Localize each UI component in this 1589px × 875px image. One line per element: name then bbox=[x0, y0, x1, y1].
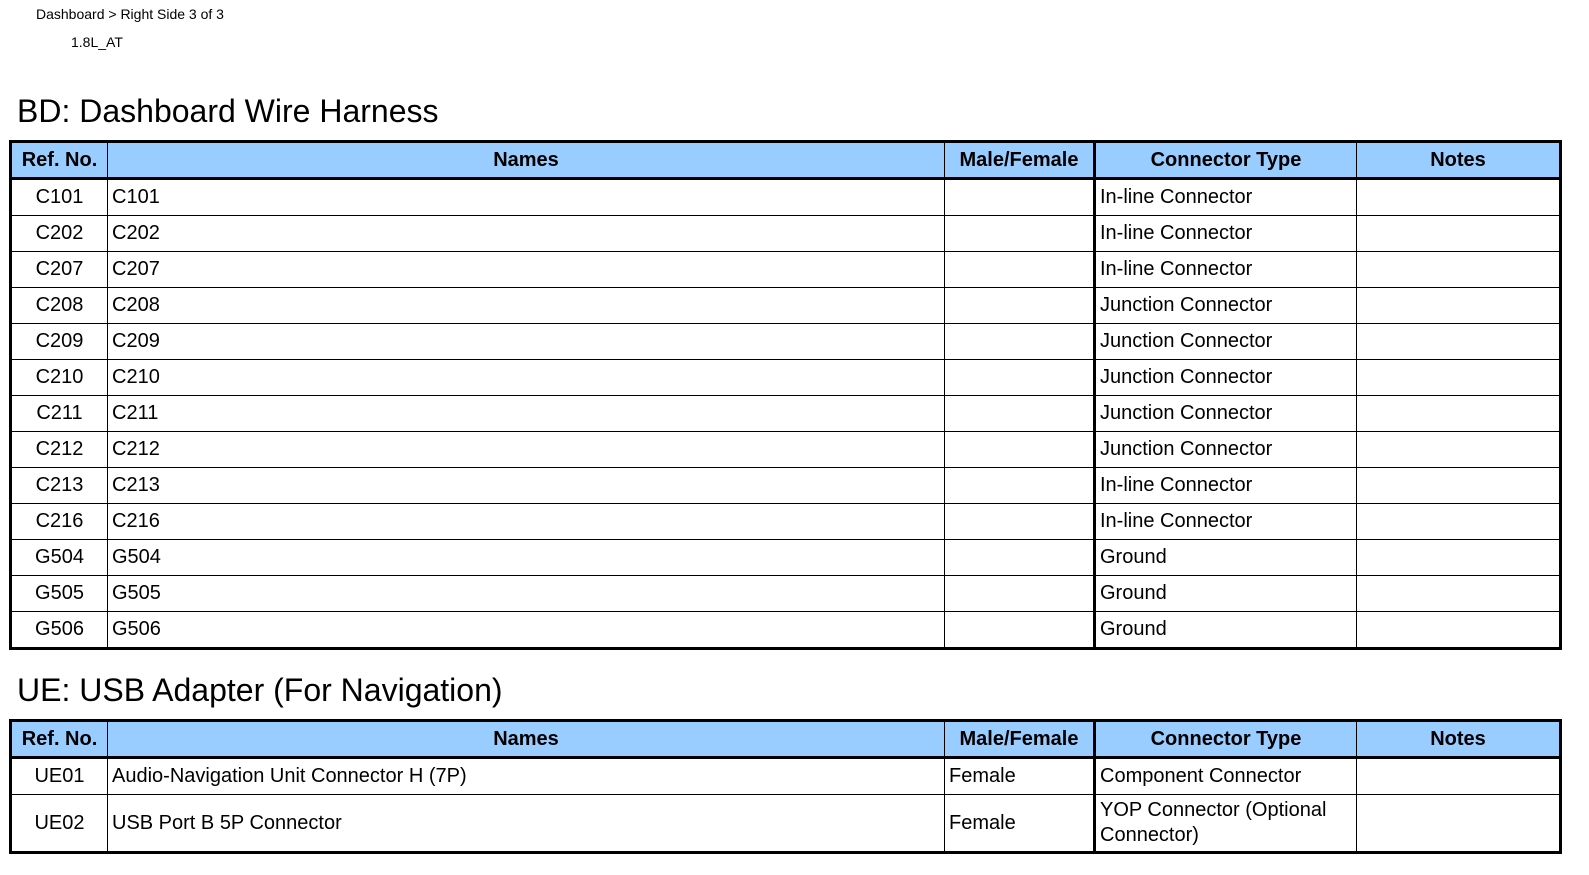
table-body-bd bbox=[11, 179, 1561, 649]
column-header-connector-type: Connector Type bbox=[1095, 721, 1357, 758]
cell-male-female bbox=[945, 324, 1095, 360]
cell-male-female bbox=[945, 252, 1095, 288]
table-row bbox=[11, 179, 1561, 216]
column-header-ref: Ref. No. bbox=[11, 721, 108, 758]
cell-male-female bbox=[945, 612, 1095, 649]
cell-male-female: Female bbox=[945, 758, 1095, 795]
cell-notes bbox=[1357, 179, 1561, 216]
cell-name: C216 bbox=[108, 504, 945, 540]
cell-name: C212 bbox=[108, 432, 945, 468]
engine-variant-label: 1.8L_AT bbox=[71, 34, 123, 50]
cell-male-female bbox=[945, 468, 1095, 504]
cell-ref-no: C202 bbox=[11, 216, 108, 252]
section-title-bd: BD: Dashboard Wire Harness bbox=[17, 93, 439, 129]
cell-ref-no: G504 bbox=[11, 540, 108, 576]
cell-ref-no: G506 bbox=[11, 612, 108, 649]
cell-male-female bbox=[945, 504, 1095, 540]
cell-ref-no: UE02 bbox=[11, 795, 108, 853]
cell-notes bbox=[1357, 576, 1561, 612]
connector-table-ue bbox=[9, 719, 1562, 854]
cell-male-female bbox=[945, 432, 1095, 468]
cell-connector-type: In-line Connector bbox=[1095, 252, 1357, 288]
cell-male-female: Female bbox=[945, 795, 1095, 853]
cell-ref-no: C216 bbox=[11, 504, 108, 540]
table-row bbox=[11, 432, 1561, 468]
cell-name: G505 bbox=[108, 576, 945, 612]
cell-male-female bbox=[945, 216, 1095, 252]
column-header-male-female: Male/Female bbox=[945, 142, 1095, 179]
cell-connector-type: Junction Connector bbox=[1095, 288, 1357, 324]
cell-name: G506 bbox=[108, 612, 945, 649]
table-header-row bbox=[11, 721, 1561, 758]
cell-male-female bbox=[945, 360, 1095, 396]
table-row bbox=[11, 360, 1561, 396]
cell-ref-no: C212 bbox=[11, 432, 108, 468]
table-row bbox=[11, 396, 1561, 432]
breadcrumb: Dashboard > Right Side 3 of 3 bbox=[36, 6, 224, 22]
cell-notes bbox=[1357, 432, 1561, 468]
cell-connector-type: Ground bbox=[1095, 612, 1357, 649]
cell-connector-type: Junction Connector bbox=[1095, 360, 1357, 396]
cell-connector-type: In-line Connector bbox=[1095, 468, 1357, 504]
cell-name: C202 bbox=[108, 216, 945, 252]
cell-ref-no: C207 bbox=[11, 252, 108, 288]
table-row bbox=[11, 324, 1561, 360]
cell-notes bbox=[1357, 612, 1561, 649]
cell-notes bbox=[1357, 758, 1561, 795]
cell-name: C213 bbox=[108, 468, 945, 504]
cell-ref-no: G505 bbox=[11, 576, 108, 612]
cell-ref-no: C209 bbox=[11, 324, 108, 360]
cell-name: USB Port B 5P Connector bbox=[108, 795, 945, 853]
cell-connector-type: Ground bbox=[1095, 540, 1357, 576]
cell-name: C101 bbox=[108, 179, 945, 216]
cell-notes bbox=[1357, 795, 1561, 853]
table-row bbox=[11, 468, 1561, 504]
cell-male-female bbox=[945, 396, 1095, 432]
table-row bbox=[11, 612, 1561, 649]
cell-name: C210 bbox=[108, 360, 945, 396]
cell-name: C209 bbox=[108, 324, 945, 360]
cell-notes bbox=[1357, 288, 1561, 324]
cell-notes bbox=[1357, 504, 1561, 540]
cell-connector-type: Junction Connector bbox=[1095, 324, 1357, 360]
cell-connector-type: Ground bbox=[1095, 576, 1357, 612]
table-row bbox=[11, 576, 1561, 612]
cell-connector-type: In-line Connector bbox=[1095, 216, 1357, 252]
table-header-row bbox=[11, 142, 1561, 179]
column-header-ref: Ref. No. bbox=[11, 142, 108, 179]
cell-ref-no: C210 bbox=[11, 360, 108, 396]
cell-ref-no: C208 bbox=[11, 288, 108, 324]
cell-male-female bbox=[945, 288, 1095, 324]
cell-ref-no: UE01 bbox=[11, 758, 108, 795]
cell-male-female bbox=[945, 576, 1095, 612]
cell-ref-no: C213 bbox=[11, 468, 108, 504]
cell-male-female bbox=[945, 179, 1095, 216]
cell-connector-type: Junction Connector bbox=[1095, 396, 1357, 432]
cell-connector-type: YOP Connector (Optional Connector) bbox=[1095, 795, 1357, 853]
cell-notes bbox=[1357, 216, 1561, 252]
cell-connector-type: Junction Connector bbox=[1095, 432, 1357, 468]
table-row bbox=[11, 252, 1561, 288]
cell-ref-no: C211 bbox=[11, 396, 108, 432]
table-row bbox=[11, 216, 1561, 252]
cell-connector-type: In-line Connector bbox=[1095, 504, 1357, 540]
table-row bbox=[11, 288, 1561, 324]
cell-male-female bbox=[945, 540, 1095, 576]
column-header-notes: Notes bbox=[1357, 142, 1561, 179]
column-header-notes: Notes bbox=[1357, 721, 1561, 758]
column-header-connector-type: Connector Type bbox=[1095, 142, 1357, 179]
cell-notes bbox=[1357, 540, 1561, 576]
cell-notes bbox=[1357, 396, 1561, 432]
column-header-names: Names bbox=[108, 721, 945, 758]
cell-notes bbox=[1357, 252, 1561, 288]
cell-name: Audio-Navigation Unit Connector H (7P) bbox=[108, 758, 945, 795]
cell-connector-type: Component Connector bbox=[1095, 758, 1357, 795]
cell-name: C207 bbox=[108, 252, 945, 288]
cell-notes bbox=[1357, 324, 1561, 360]
column-header-names: Names bbox=[108, 142, 945, 179]
cell-name: C208 bbox=[108, 288, 945, 324]
connector-table-bd bbox=[9, 140, 1562, 650]
table-row bbox=[11, 758, 1561, 795]
cell-name: C211 bbox=[108, 396, 945, 432]
column-header-male-female: Male/Female bbox=[945, 721, 1095, 758]
cell-notes bbox=[1357, 360, 1561, 396]
section-title-ue: UE: USB Adapter (For Navigation) bbox=[17, 672, 503, 708]
cell-ref-no: C101 bbox=[11, 179, 108, 216]
table-row bbox=[11, 795, 1561, 853]
table-row bbox=[11, 540, 1561, 576]
table-body-ue bbox=[11, 758, 1561, 853]
cell-connector-type: In-line Connector bbox=[1095, 179, 1357, 216]
cell-notes bbox=[1357, 468, 1561, 504]
table-row bbox=[11, 504, 1561, 540]
cell-name: G504 bbox=[108, 540, 945, 576]
